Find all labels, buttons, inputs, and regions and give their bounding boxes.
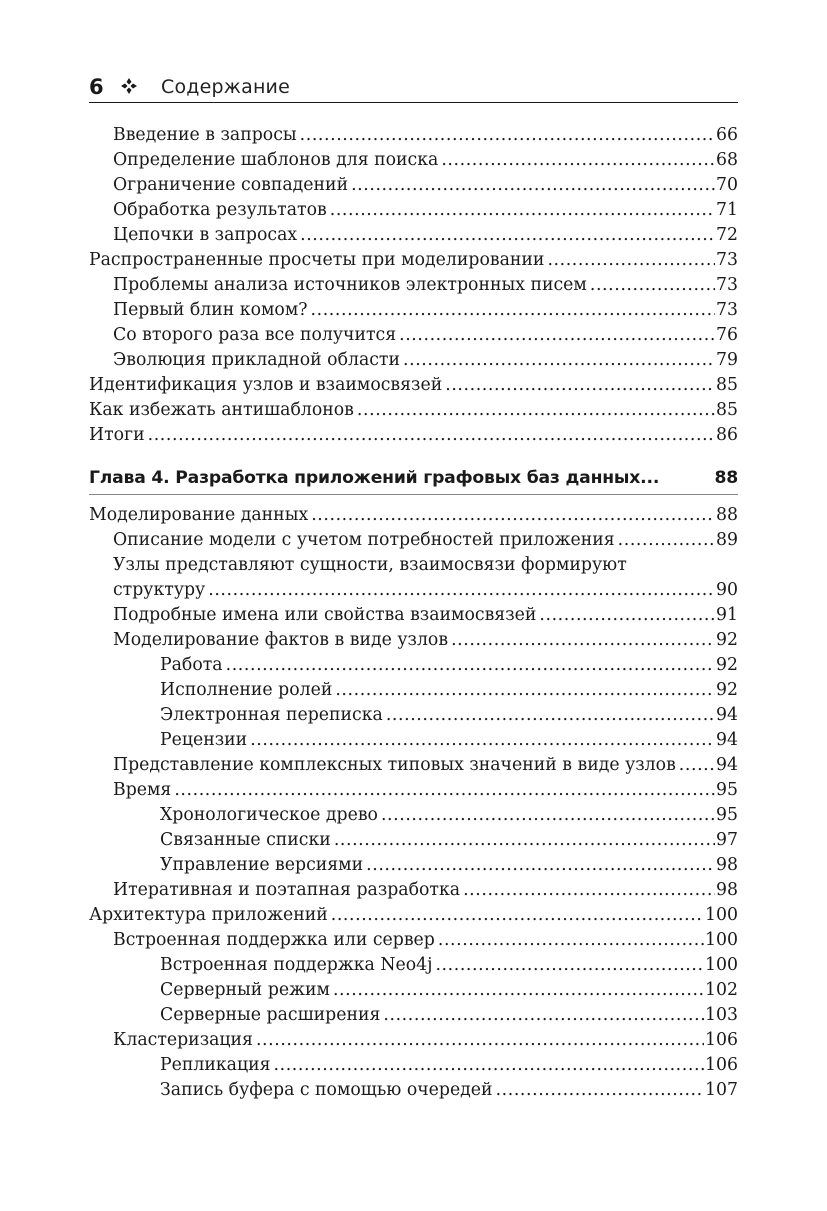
toc-entry-page-number: 106 <box>705 1030 738 1050</box>
dot-leader <box>366 853 715 878</box>
toc-entry[interactable] <box>89 553 738 578</box>
toc-entry-page-number: 85 <box>716 400 738 420</box>
toc-entry-page-number: 73 <box>716 250 738 270</box>
toc-entry-title: Определение шаблонов для поиска <box>113 150 439 170</box>
toc-entry-page-number: 95 <box>716 780 738 800</box>
toc-entry[interactable] <box>89 728 738 753</box>
toc-entry[interactable] <box>89 248 738 273</box>
toc-entry-page-number: 107 <box>705 1080 738 1100</box>
toc-entry-title: Серверный режим <box>160 980 330 1000</box>
dot-leader <box>441 148 715 173</box>
toc-entry[interactable] <box>89 678 738 703</box>
chapter-heading[interactable] <box>89 464 738 495</box>
dot-leader <box>148 423 715 448</box>
dot-leader <box>208 578 715 603</box>
toc-entry[interactable] <box>89 148 738 173</box>
dot-leader <box>445 373 715 398</box>
dot-leader <box>311 503 715 528</box>
toc-entry[interactable] <box>89 803 738 828</box>
toc-entry[interactable] <box>89 1003 738 1028</box>
page-number: 6 <box>89 75 104 99</box>
toc-entry[interactable] <box>89 398 738 423</box>
dot-leader <box>256 1028 704 1053</box>
dot-leader <box>590 273 715 298</box>
dot-leader <box>399 323 715 348</box>
toc-entry-title: Подробные имена или свойства взаимосвязей <box>113 605 537 625</box>
toc-entry-title: Итеративная и поэтапная разработка <box>113 880 461 900</box>
toc-entry-page-number: 98 <box>716 855 738 875</box>
toc-entry-page-number: 66 <box>716 125 738 145</box>
toc-entry[interactable] <box>89 878 738 903</box>
toc-entry[interactable] <box>89 778 738 803</box>
dot-leader <box>547 248 715 273</box>
toc-entry-title: Моделирование фактов в виде узлов <box>113 630 449 650</box>
toc-entry-page-number: 100 <box>705 955 738 975</box>
toc-entry-title: Запись буфера с помощью очередей <box>160 1080 493 1100</box>
header-title: Содержание <box>161 76 290 98</box>
toc-entry-page-number: 68 <box>716 150 738 170</box>
dot-leader <box>311 298 715 323</box>
toc-entry[interactable] <box>89 348 738 373</box>
toc-entry-page-number: 89 <box>716 530 738 550</box>
toc-entry-page-number: 91 <box>716 605 738 625</box>
dot-leader <box>250 728 715 753</box>
dot-leader <box>435 953 704 978</box>
dot-leader <box>618 528 715 553</box>
toc-entry[interactable] <box>89 753 738 778</box>
toc-entry-title: Репликация <box>160 1055 271 1075</box>
toc-entry[interactable] <box>89 528 738 553</box>
toc-entry-title: Как избежать антишаблонов <box>89 400 354 420</box>
toc-entry-title: Введение в запросы <box>113 125 297 145</box>
toc-entry-page-number: 103 <box>705 1005 738 1025</box>
dot-leader <box>335 678 715 703</box>
toc-entry[interactable] <box>89 828 738 853</box>
toc-entry-title: Архитектура приложений <box>89 905 328 925</box>
toc-entry[interactable] <box>89 273 738 298</box>
dot-leader <box>381 803 715 828</box>
dot-leader <box>300 223 715 248</box>
dot-leader <box>386 703 715 728</box>
toc-entry[interactable] <box>89 978 738 1003</box>
toc-entry[interactable] <box>89 503 738 528</box>
dot-leader <box>463 878 715 903</box>
toc-entry-page-number: 98 <box>716 880 738 900</box>
toc-entry-page-number: 86 <box>716 425 738 445</box>
toc-entry-page-number: 72 <box>716 225 738 245</box>
toc-entry[interactable] <box>89 928 738 953</box>
toc-entry-title: Ограничение совпадений <box>113 175 349 195</box>
dot-leader <box>403 348 715 373</box>
toc-entry-title: Рецензии <box>160 730 248 750</box>
table-of-contents <box>89 123 738 1103</box>
dot-leader <box>334 828 715 853</box>
toc-entry-page-number: 92 <box>716 655 738 675</box>
toc-entry[interactable] <box>89 628 738 653</box>
toc-entry-title: Моделирование данных <box>89 505 309 525</box>
toc-entry-title: Работа <box>160 655 223 675</box>
dot-leader <box>357 398 715 423</box>
toc-entry-page-number: 90 <box>716 580 738 600</box>
toc-entry[interactable] <box>89 223 738 248</box>
toc-entry-title: Эволюция прикладной области <box>113 350 401 370</box>
toc-entry-title: Проблемы анализа источников электронных писем <box>113 275 587 295</box>
toc-entry-page-number: 70 <box>716 175 738 195</box>
toc-entry-page-number: 85 <box>716 375 738 395</box>
toc-entry-title: Распространенные просчеты при моделировании <box>89 250 545 270</box>
toc-entry[interactable] <box>89 903 738 928</box>
chapter-title: Глава 4. Разработка приложений графовых баз данных... <box>89 468 660 488</box>
dot-leader <box>274 1053 704 1078</box>
dot-leader <box>226 653 715 678</box>
four-diamond-ornament-icon <box>121 78 137 94</box>
dot-leader <box>330 198 715 223</box>
toc-entry-page-number: 71 <box>716 200 738 220</box>
toc-entry-page-number: 73 <box>716 300 738 320</box>
toc-entry-title: Обработка результатов <box>113 200 327 220</box>
toc-entry-title: Представление комплексных типовых значений в виде узлов <box>113 755 676 775</box>
toc-entry-page-number: 92 <box>716 630 738 650</box>
toc-entry[interactable] <box>89 1028 738 1053</box>
running-header <box>89 74 738 103</box>
dot-leader <box>331 903 704 928</box>
toc-entry-title: Электронная переписка <box>160 705 383 725</box>
toc-entry[interactable] <box>89 198 738 223</box>
toc-entry-page-number: 94 <box>716 705 738 725</box>
chapter-page-number: 88 <box>714 468 738 488</box>
toc-entry-title: Встроенная поддержка Neo4j <box>160 955 433 975</box>
toc-entry-page-number: 94 <box>716 755 738 775</box>
toc-entry-page-number: 100 <box>705 905 738 925</box>
toc-entry[interactable] <box>89 1053 738 1078</box>
dot-leader <box>438 928 704 953</box>
dot-leader <box>333 978 704 1003</box>
toc-entry[interactable] <box>89 123 738 148</box>
toc-entry-title: Со второго раза все получится <box>113 325 397 345</box>
toc-entry-title: Время <box>113 780 172 800</box>
toc-entry-title: Описание модели с учетом потребностей приложения <box>113 530 615 550</box>
toc-entry-title: Первый блин комом? <box>113 300 308 320</box>
toc-entry-title: Исполнение ролей <box>160 680 333 700</box>
toc-entry-page-number: 79 <box>716 350 738 370</box>
toc-entry-page-number: 92 <box>716 680 738 700</box>
toc-entry[interactable] <box>89 853 738 878</box>
toc-entry[interactable] <box>89 1078 738 1103</box>
toc-entry[interactable] <box>89 653 738 678</box>
dot-leader <box>496 1078 704 1103</box>
dot-leader <box>351 173 715 198</box>
toc-entry-page-number: 95 <box>716 805 738 825</box>
toc-entry[interactable] <box>89 953 738 978</box>
toc-entry-title: Серверные расширения <box>160 1005 381 1025</box>
toc-entry-title: Идентификация узлов и взаимосвязей <box>89 375 443 395</box>
toc-entry-page-number: 88 <box>716 505 738 525</box>
dot-leader <box>451 628 715 653</box>
toc-entry-page-number: 100 <box>705 930 738 950</box>
toc-entry-title: Связанные списки <box>160 830 331 850</box>
toc-entry-title: Узлы представляют сущности, взаимосвязи формируют <box>113 555 627 575</box>
toc-section-after <box>89 503 738 1103</box>
toc-entry[interactable] <box>89 173 738 198</box>
toc-entry-page-number: 97 <box>716 830 738 850</box>
toc-entry-title: Кластеризация <box>113 1030 253 1050</box>
toc-entry[interactable] <box>89 603 738 628</box>
toc-entry-page-number: 106 <box>705 1055 738 1075</box>
toc-entry-page-number: 102 <box>705 980 738 1000</box>
toc-entry-page-number: 73 <box>716 275 738 295</box>
toc-entry[interactable] <box>89 423 738 448</box>
toc-entry[interactable] <box>89 373 738 398</box>
dot-leader <box>300 123 715 148</box>
toc-entry[interactable] <box>89 323 738 348</box>
dot-leader <box>174 778 715 803</box>
dot-leader <box>539 603 715 628</box>
toc-entry-page-number: 94 <box>716 730 738 750</box>
toc-entry-title: Хронологическое древо <box>160 805 378 825</box>
toc-entry-title: Итоги <box>89 425 145 445</box>
toc-entry[interactable] <box>89 298 738 323</box>
toc-entry-title: Встроенная поддержка или сервер <box>113 930 435 950</box>
toc-entry-title: Цепочки в запросах <box>113 225 298 245</box>
toc-entry-title: Управление версиями <box>160 855 364 875</box>
toc-entry-title: структуру <box>113 580 206 600</box>
toc-section-before <box>89 123 738 448</box>
dot-leader <box>679 753 715 778</box>
toc-entry[interactable] <box>89 578 738 603</box>
dot-leader <box>383 1003 704 1028</box>
toc-entry-page-number: 76 <box>716 325 738 345</box>
toc-entry[interactable] <box>89 703 738 728</box>
